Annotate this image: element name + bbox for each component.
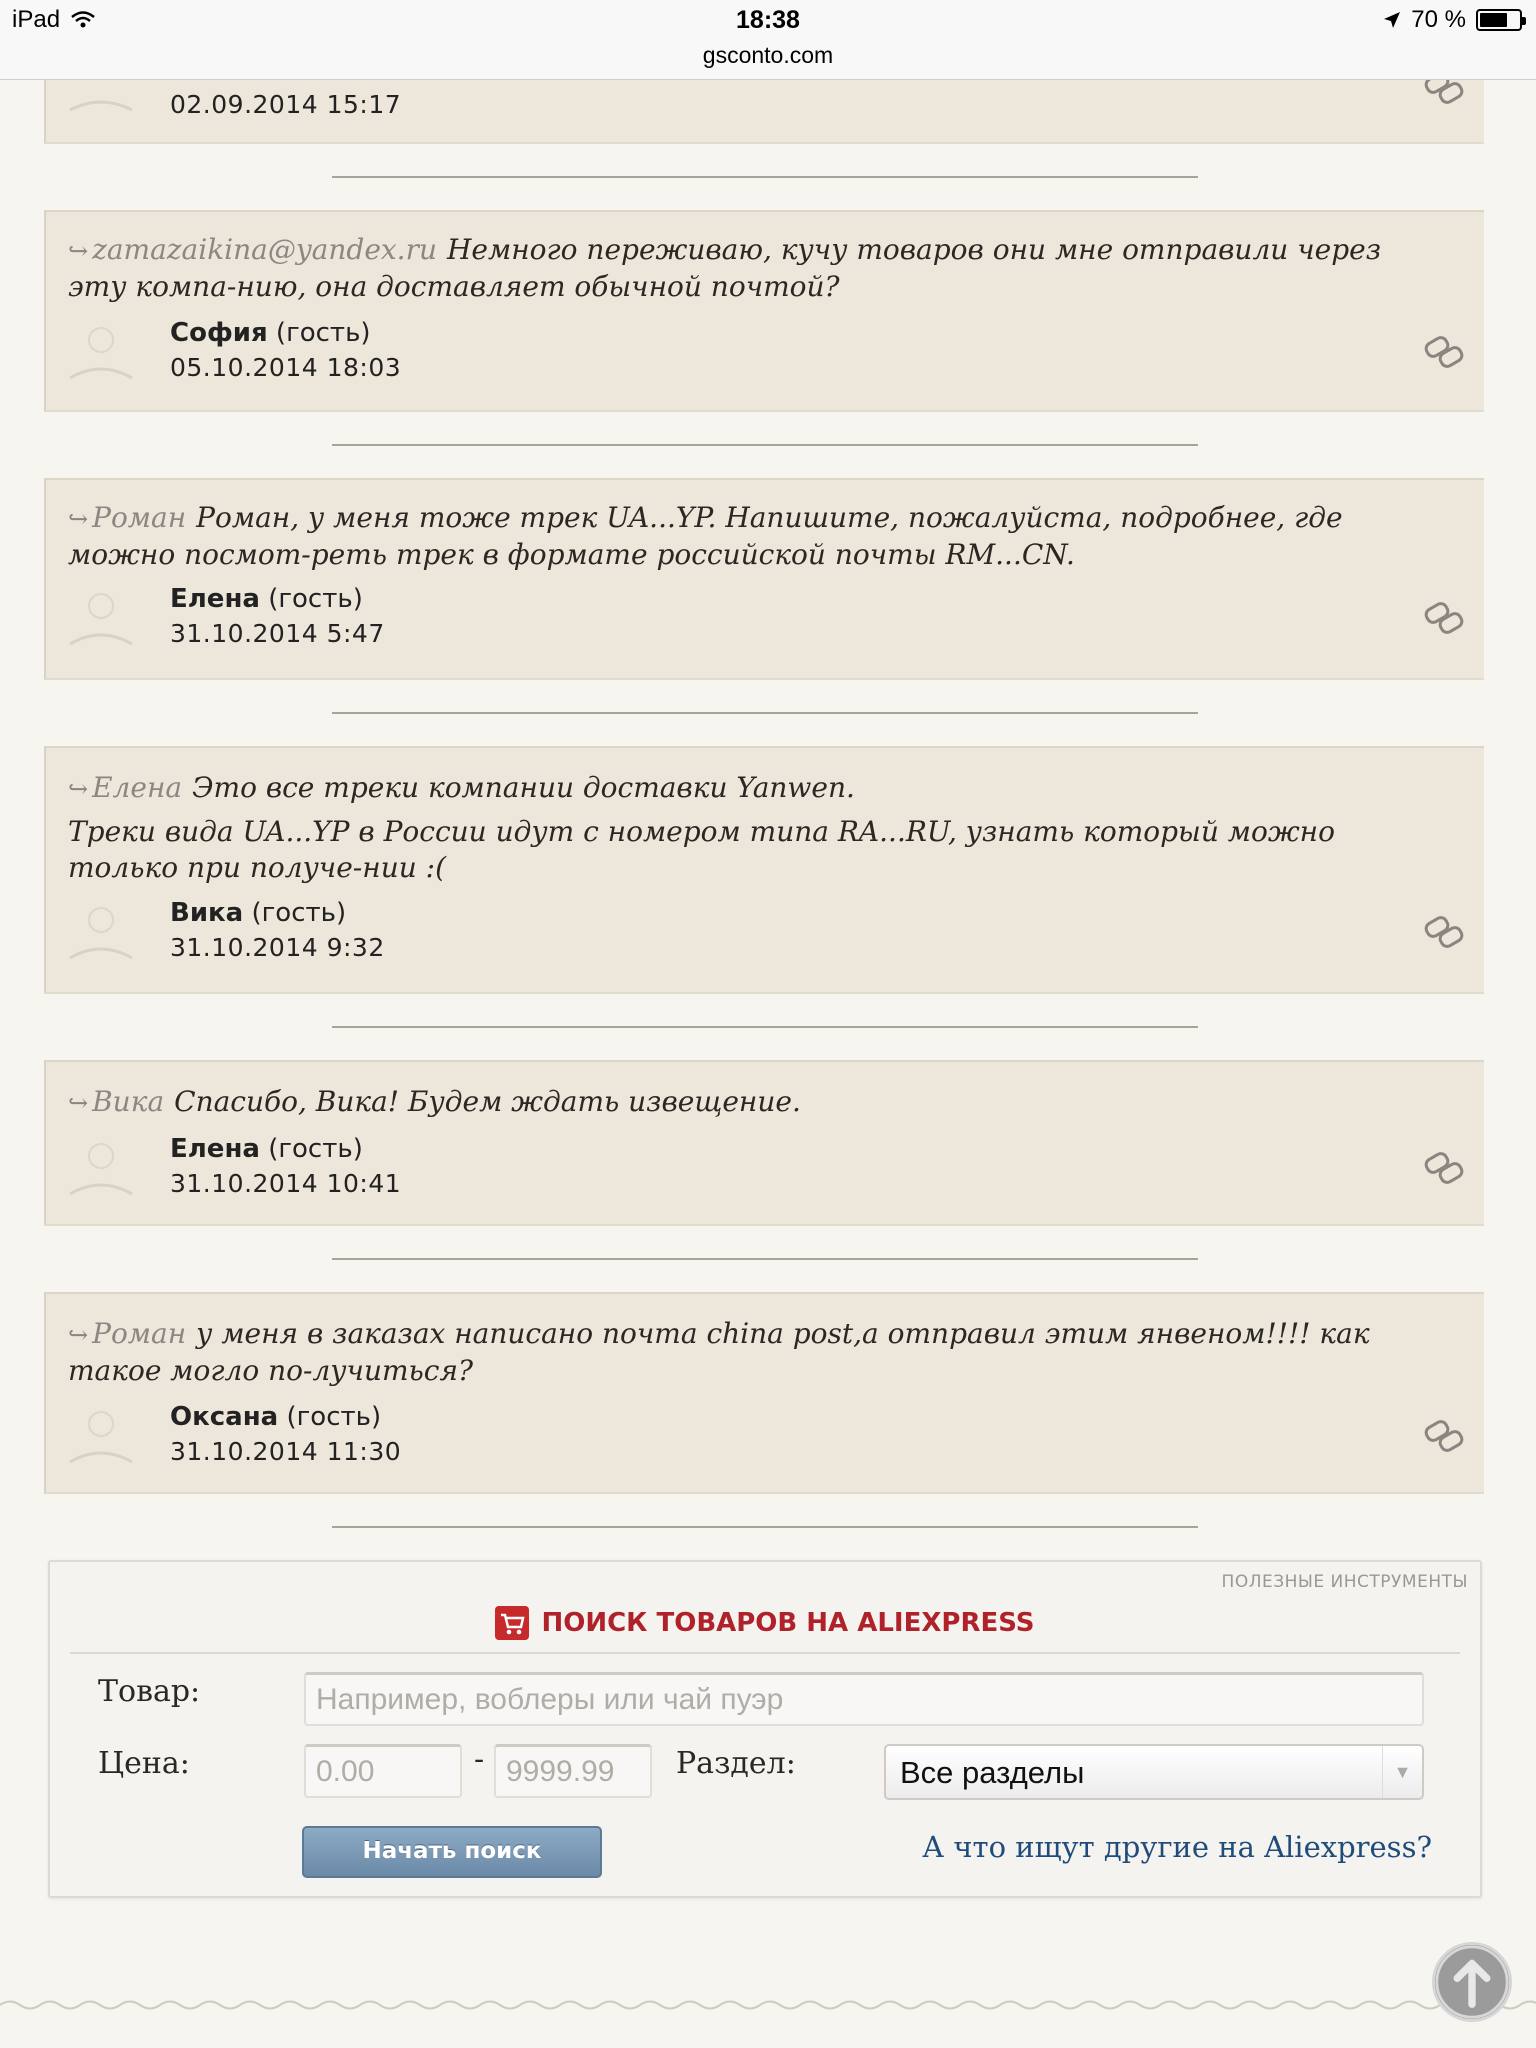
comment-body: Роман, у меня тоже трек UA...YP. Напишите, пожалуйста, подробнее, где можно посмот-реть трек в формате российской почты RM...CN. (68, 501, 1343, 571)
comment-author (68, 1134, 668, 1204)
reply-arrow-icon: ↪ (68, 237, 89, 265)
price-min-input[interactable]: 0.00 (304, 1744, 462, 1798)
comment (44, 1060, 1484, 1226)
permalink-icon[interactable] (1422, 600, 1466, 636)
comment-author (68, 1402, 668, 1472)
comment-body: Немного переживаю, кучу товаров они мне отправили через эту компа-нию, она доставляет обычной почтой? (68, 233, 1381, 303)
battery-percent: 70 % (1411, 6, 1466, 33)
reply-arrow-icon: ↪ (68, 775, 89, 803)
comment-date: 05.10.2014 18:03 (170, 353, 402, 382)
comment (44, 210, 1484, 412)
separator (332, 176, 1198, 178)
comment-text (68, 1084, 1424, 1121)
comment-date: 02.09.2014 15:17 (170, 90, 402, 119)
price-label: Цена: (98, 1746, 190, 1781)
permalink-icon[interactable] (1422, 1418, 1466, 1454)
chevron-down-icon: ▼ (1382, 1746, 1422, 1798)
avatar-icon (68, 588, 134, 650)
separator (332, 1026, 1198, 1028)
product-label: Товар: (98, 1674, 201, 1709)
avatar-icon (68, 1138, 134, 1200)
section-select-value: Все разделы (900, 1755, 1085, 1790)
separator (332, 444, 1198, 446)
tools-label: ПОЛЕЗНЫЕ ИНСТРУМЕНТЫ (1221, 1572, 1468, 1592)
battery-fill (1480, 13, 1507, 27)
comment (44, 478, 1484, 680)
battery-icon (1476, 9, 1522, 31)
avatar-icon (68, 902, 134, 964)
reply-arrow-icon: ↪ (68, 505, 89, 533)
comment-author (68, 584, 668, 654)
status-bar (0, 0, 1536, 80)
others-search-link[interactable]: А что ищут другие на Aliexpress? (922, 1830, 1432, 1864)
comment-date: 31.10.2014 11:30 (170, 1437, 402, 1466)
comment-body: Это все треки компании доставки Yanwen. (192, 771, 855, 804)
author-name: Вика (гость) (170, 898, 347, 928)
address-url[interactable]: gsconto.com (702, 42, 834, 68)
author-name: София (гость) (170, 318, 371, 348)
reply-to-link[interactable]: Вика (92, 1085, 165, 1118)
comment-author (68, 898, 668, 968)
section-select[interactable] (884, 1744, 1424, 1800)
reply-to-link[interactable]: Роман (92, 1317, 187, 1350)
reply-arrow-icon: ↪ (68, 1089, 89, 1117)
price-max-input[interactable]: 9999.99 (494, 1744, 652, 1798)
reply-to-link[interactable]: Роман (92, 501, 187, 534)
author-name: Елена (гость) (170, 1134, 363, 1164)
comment-text (68, 1316, 1424, 1389)
widget-title-text: ПОИСК ТОВАРОВ НА ALIEXPRESS (541, 1608, 1035, 1638)
widget-title (50, 1606, 1480, 1640)
reply-to-link[interactable]: zamazaikina@yandex.ru (92, 233, 437, 266)
product-input[interactable]: Например, воблеры или чай пуэр (304, 1672, 1424, 1726)
permalink-icon[interactable] (1422, 1150, 1466, 1186)
status-right (1383, 6, 1522, 34)
author-name: Елена (гость) (170, 584, 363, 614)
separator (332, 712, 1198, 714)
location-arrow-icon (1383, 11, 1401, 29)
reply-to-link[interactable]: Елена (92, 771, 183, 804)
comment-date: 31.10.2014 9:32 (170, 933, 385, 962)
comment-author (68, 318, 668, 388)
separator (332, 1526, 1198, 1528)
separator (332, 1258, 1198, 1260)
search-button[interactable]: Начать поиск (302, 1826, 602, 1878)
status-time: 18:38 (736, 6, 800, 34)
divider (70, 1652, 1460, 1654)
comment-body: у меня в заказах написано почта china post,а отправил этим янвеном!!!! как такое могло по-лучиться? (68, 1317, 1370, 1387)
price-dash: - (474, 1742, 485, 1777)
comment (44, 1292, 1484, 1494)
wavy-divider (0, 1998, 1536, 2012)
aliexpress-search-widget (48, 1560, 1482, 1898)
permalink-icon[interactable] (1422, 914, 1466, 950)
comment-text-paragraph: Треки вида UA...YP в России идут с номером типа RA...RU, узнать который можно только при получе-нии :( (68, 815, 1335, 884)
reply-arrow-icon: ↪ (68, 1321, 89, 1349)
permalink-icon[interactable] (1422, 334, 1466, 370)
comment (44, 746, 1484, 994)
comment-text (68, 500, 1424, 573)
avatar-icon (68, 322, 134, 384)
device-name: iPad (12, 6, 61, 33)
cart-icon (495, 1606, 529, 1640)
comment-body: Спасибо, Вика! Будем ждать извещение. (174, 1085, 801, 1118)
author-name: Оксана (гость) (170, 1402, 382, 1432)
comment-date: 31.10.2014 10:41 (170, 1169, 402, 1198)
scroll-to-top-button[interactable] (1432, 1942, 1512, 2022)
avatar-icon (68, 1406, 134, 1468)
comment-text (68, 232, 1424, 305)
comment-date: 31.10.2014 5:47 (170, 619, 385, 648)
section-label: Раздел: (676, 1746, 796, 1781)
comment-text (68, 770, 1424, 807)
